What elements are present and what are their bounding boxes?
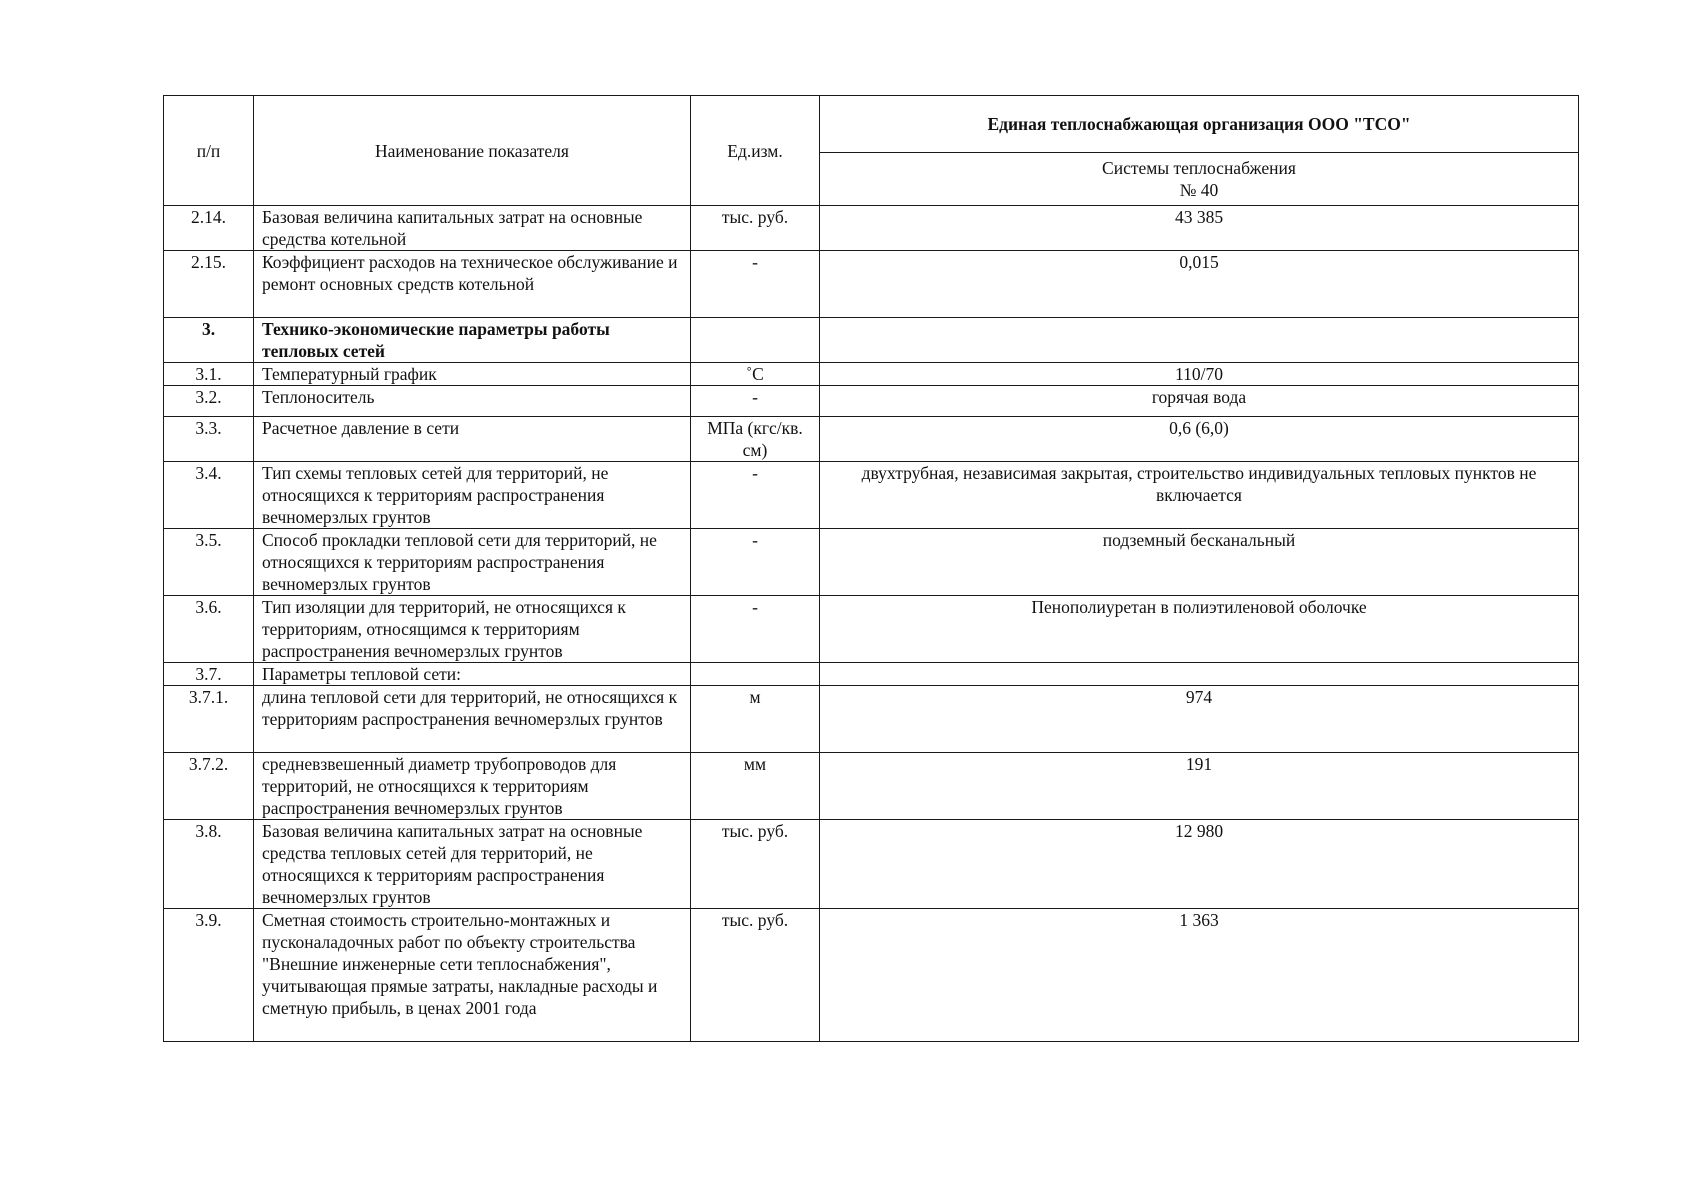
row-unit: мм <box>691 753 820 820</box>
row-unit: ˚С <box>691 363 820 386</box>
row-name: Базовая величина капитальных затрат на основные средства котельной <box>254 206 691 251</box>
row-value <box>820 663 1579 686</box>
header-system <box>820 153 1579 206</box>
section-row <box>164 318 1579 363</box>
table-row <box>164 363 1579 386</box>
row-name: Тип изоляции для территорий, не относящихся к территориям, относящимся к территориям распространения вечномерзлых грунтов <box>254 596 691 663</box>
row-name: Теплоноситель <box>254 386 691 417</box>
table-row <box>164 417 1579 462</box>
header-organization: Единая теплоснабжающая организация ООО "ТСО" <box>820 96 1579 153</box>
row-unit: тыс. руб. <box>691 820 820 909</box>
row-name: Способ прокладки тепловой сети для территорий, не относящихся к территориям распространения вечномерзлых грунтов <box>254 529 691 596</box>
row-num: 3.8. <box>164 820 254 909</box>
row-unit: тыс. руб. <box>691 909 820 1042</box>
table-row <box>164 251 1579 318</box>
header-num: п/п <box>164 96 254 206</box>
header-unit: Ед.изм. <box>691 96 820 206</box>
header-row <box>164 96 1579 153</box>
table-row <box>164 529 1579 596</box>
row-num: 3. <box>164 318 254 363</box>
row-num: 3.5. <box>164 529 254 596</box>
row-value: 0,015 <box>820 251 1579 318</box>
row-value: горячая вода <box>820 386 1579 417</box>
table-row <box>164 753 1579 820</box>
row-unit: - <box>691 529 820 596</box>
row-num: 3.9. <box>164 909 254 1042</box>
row-num: 3.4. <box>164 462 254 529</box>
row-num: 3.7. <box>164 663 254 686</box>
row-unit <box>691 663 820 686</box>
table-row <box>164 462 1579 529</box>
row-value: 191 <box>820 753 1579 820</box>
row-value: 0,6 (6,0) <box>820 417 1579 462</box>
row-num: 2.14. <box>164 206 254 251</box>
indicators-table <box>163 95 1579 1042</box>
row-value: Пенополиуретан в полиэтиленовой оболочке <box>820 596 1579 663</box>
table-row <box>164 386 1579 417</box>
row-name: Технико-экономические параметры работы тепловых сетей <box>254 318 691 363</box>
row-unit: - <box>691 386 820 417</box>
row-name: Параметры тепловой сети: <box>254 663 691 686</box>
row-value: 974 <box>820 686 1579 753</box>
table-row <box>164 596 1579 663</box>
row-name: средневзвешенный диаметр трубопроводов для территорий, не относящихся к территориям распространения вечномерзлых грунтов <box>254 753 691 820</box>
header-system-line2: № 40 <box>1179 180 1219 200</box>
row-num: 3.1. <box>164 363 254 386</box>
row-value <box>820 318 1579 363</box>
row-name: длина тепловой сети для территорий, не относящихся к территориям распространения вечномерзлых грунтов <box>254 686 691 753</box>
row-value: 1 363 <box>820 909 1579 1042</box>
row-num: 2.15. <box>164 251 254 318</box>
header-name: Наименование показателя <box>254 96 691 206</box>
table-row <box>164 663 1579 686</box>
header-system-line1: Системы теплоснабжения <box>1102 158 1296 178</box>
row-unit: м <box>691 686 820 753</box>
row-value: 110/70 <box>820 363 1579 386</box>
row-value: двухтрубная, независимая закрытая, строительство индивидуальных тепловых пунктов не включается <box>820 462 1579 529</box>
table-row <box>164 909 1579 1042</box>
row-value: 43 385 <box>820 206 1579 251</box>
row-name: Сметная стоимость строительно-монтажных и пусконаладочных работ по объекту строительства "Внешние инженерные сети теплоснабжения", учитывающая прямые затраты, накладные расходы и сметную прибыль, в ценах 2001 года <box>254 909 691 1042</box>
row-unit: - <box>691 596 820 663</box>
row-num: 3.3. <box>164 417 254 462</box>
row-name: Температурный график <box>254 363 691 386</box>
row-num: 3.2. <box>164 386 254 417</box>
table-row <box>164 820 1579 909</box>
row-name: Коэффициент расходов на техническое обслуживание и ремонт основных средств котельной <box>254 251 691 318</box>
row-num: 3.7.1. <box>164 686 254 753</box>
row-value: подземный бесканальный <box>820 529 1579 596</box>
row-name: Расчетное давление в сети <box>254 417 691 462</box>
row-unit: - <box>691 462 820 529</box>
row-unit: тыс. руб. <box>691 206 820 251</box>
row-num: 3.7.2. <box>164 753 254 820</box>
table-row <box>164 686 1579 753</box>
row-name: Базовая величина капитальных затрат на основные средства тепловых сетей для территорий, не относящихся к территориям распространения вечномерзлых грунтов <box>254 820 691 909</box>
row-num: 3.6. <box>164 596 254 663</box>
row-unit <box>691 318 820 363</box>
row-unit: - <box>691 251 820 318</box>
table-row <box>164 206 1579 251</box>
row-value: 12 980 <box>820 820 1579 909</box>
row-name: Тип схемы тепловых сетей для территорий, не относящихся к территориям распространения вечномерзлых грунтов <box>254 462 691 529</box>
row-unit: МПа (кгс/кв. см) <box>691 417 820 462</box>
